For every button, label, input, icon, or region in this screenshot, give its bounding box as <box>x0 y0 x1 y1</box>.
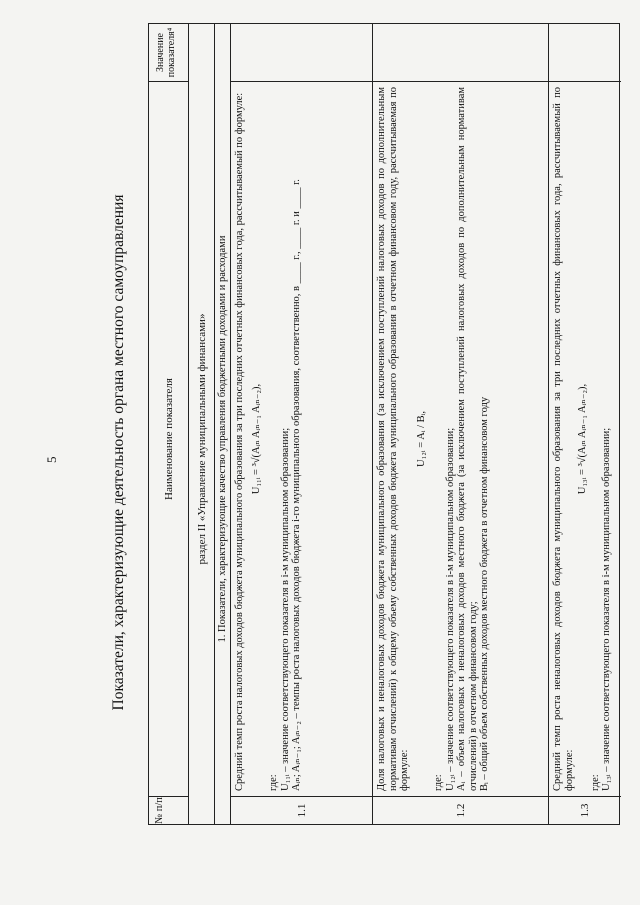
subsection-row: 1. Показатели, характеризующие качество управления бюджетными доходами и расходами <box>215 82 231 796</box>
row-def: U₁₁ᵢ – значение соответствующего показателя в i-м муниципальном образовании; <box>279 427 291 791</box>
header-num: № п/п <box>149 796 188 824</box>
row-where: где: <box>589 774 601 791</box>
table-row <box>231 24 373 824</box>
row-desc <box>231 82 372 796</box>
row-def: Aᵢ – объем налоговых и неналоговых доходов местного бюджета (за исключением поступлений налоговых доходов по дополнительным нормативам отчислений) в отчетном финансовом году; <box>456 87 479 791</box>
row-intro: Доля налоговых и неналоговых доходов бюджета муниципального образования (за исключением поступлений налоговых доходов по дополнительным нормативам отчислений) к общему объему собственных доходов бюджета муниципального образования в отчетном финансовом году, рассчитываемая по формуле: <box>376 87 410 791</box>
section-row: раздел II «Управление муниципальными финансами» <box>189 24 215 824</box>
row-where: где: <box>268 774 279 791</box>
row-formula: U₁₂ᵢ = Aᵢ / Bᵢ, <box>415 410 427 468</box>
row-intro: Средний темп роста налоговых доходов бюджета муниципального образования за три последних отчетных финансовых года, рассчитываемый по формуле: <box>234 92 245 791</box>
page-title: Показатели, характеризующие деятельность органа местного самоуправления <box>110 194 127 711</box>
table-header <box>149 24 189 824</box>
row-def: U₁₂ᵢ – значение соответствующего показателя в i-м муниципальном образовании; <box>444 427 456 791</box>
row-value <box>549 24 621 82</box>
header-value: Значение показателя⁴ <box>149 24 188 82</box>
row-def: Bᵢ – общий объем собственных доходов местного бюджета в отчетном финансовом году <box>479 396 490 791</box>
row-desc <box>373 82 548 796</box>
row-num: 1.2 <box>373 796 548 824</box>
row-def: Aᵢₙ; Aᵢₙ₋₁; Aᵢₙ₋₂ – темпы роста налоговых доходов бюджета i-го муниципального образования, соответственно, в ____ г., ____ г. и ____ г. <box>291 179 302 791</box>
subsection-border <box>215 24 231 824</box>
table-row <box>373 24 549 824</box>
row-value <box>373 24 548 82</box>
row-num: 1.3 <box>549 796 621 824</box>
row-desc <box>549 82 621 796</box>
row-def: U₁₃ᵢ – значение соответствующего показателя в i-м муниципальном образовании; <box>601 427 612 791</box>
row-value <box>231 24 372 82</box>
table-row <box>549 24 621 824</box>
row-formula: U₁₁ᵢ = ³√(Aᵢₙ Aᵢₙ₋₁ Aᵢₙ₋₂), <box>250 383 262 495</box>
row-where: где: <box>433 774 444 791</box>
row-intro: Средний темп роста неналоговых доходов бюджета муниципального образования за три последних отчетных финансовых года, рассчитываемый по формуле: <box>552 87 575 791</box>
indicators-table <box>148 23 620 825</box>
page-number: 5 <box>44 456 59 463</box>
row-formula: U₁₃ᵢ = ³√(Aᵢₙ Aᵢₙ₋₁ Aᵢₙ₋₂), <box>577 383 588 495</box>
header-name: Наименование показателя <box>163 378 175 500</box>
row-num: 1.1 <box>231 796 372 824</box>
